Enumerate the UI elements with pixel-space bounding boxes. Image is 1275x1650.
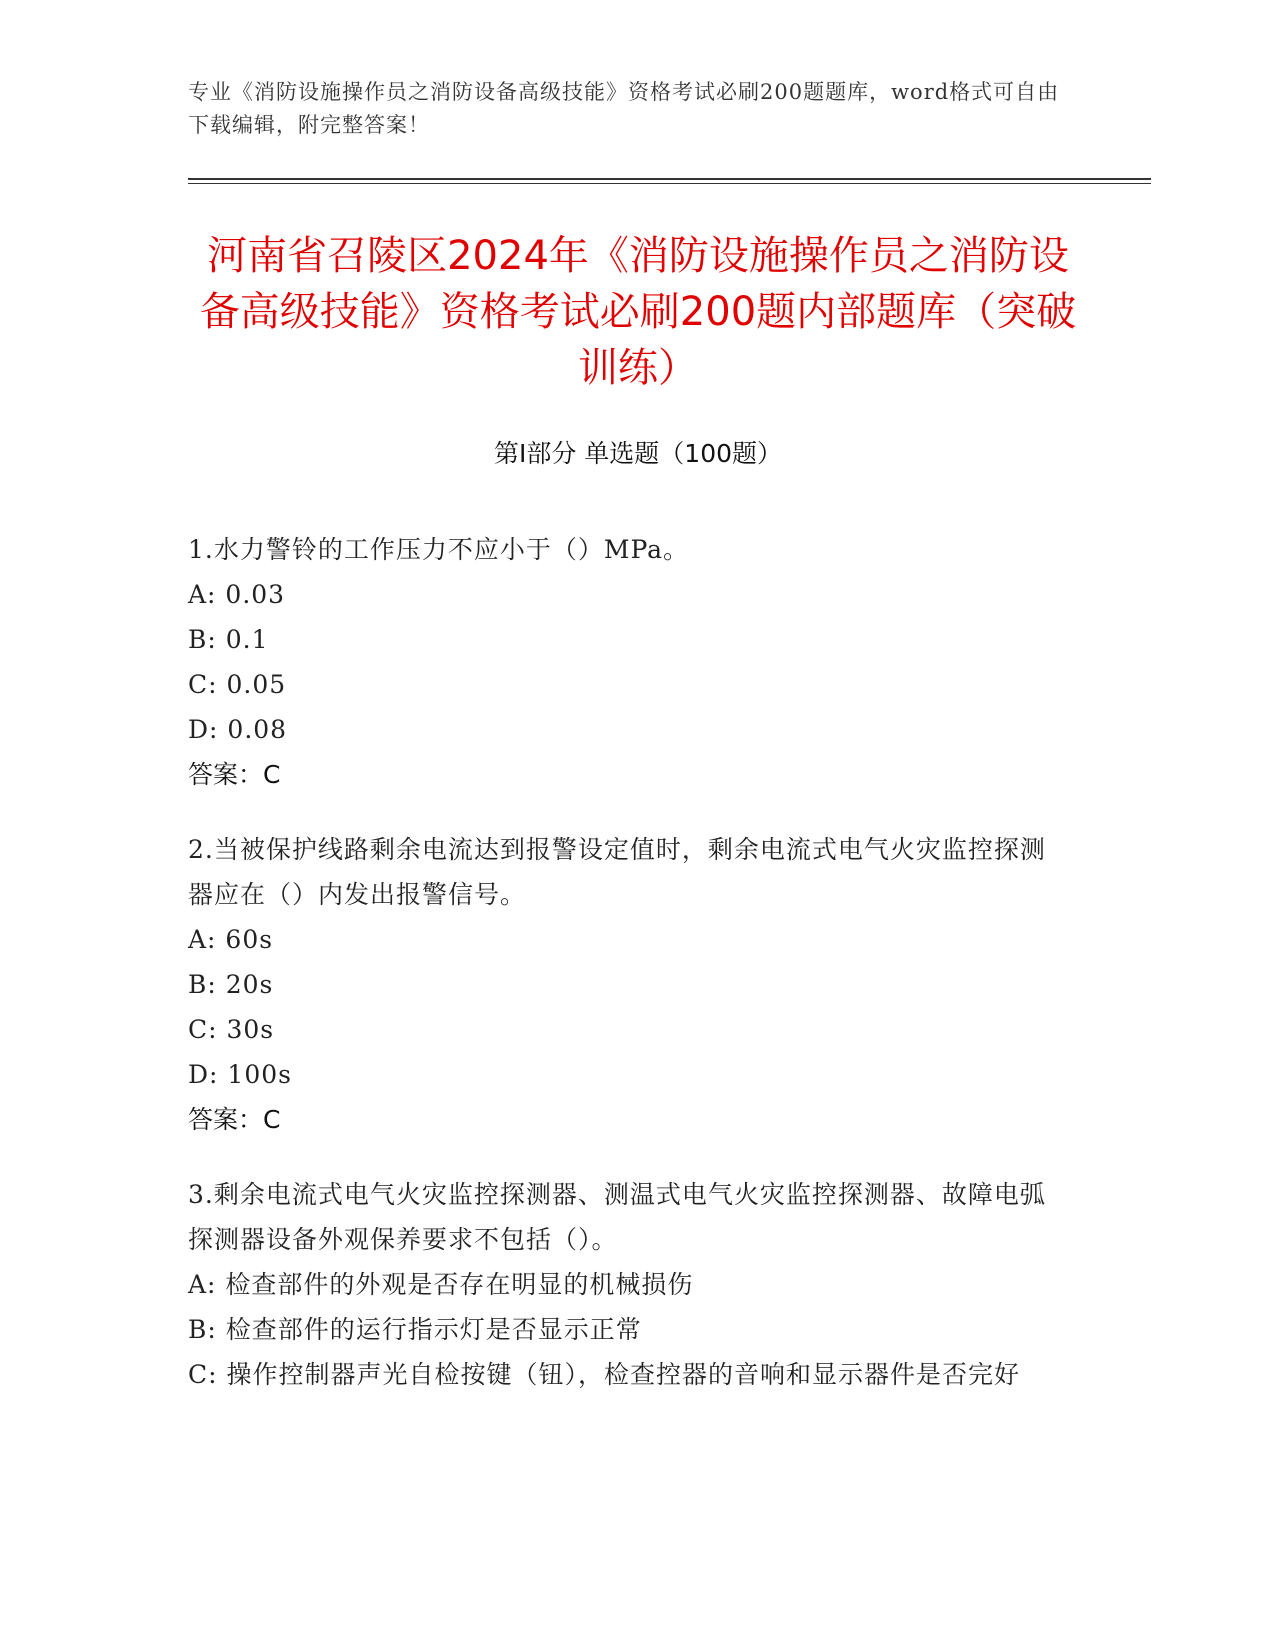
document-title: 河南省召陵区2024年《消防设施操作员之消防设备高级技能》资格考试必刷200题内部题库（突破训练）: [199, 233, 1077, 391]
question-stem: 2.当被保护线路剩余电流达到报警设定值时，剩余电流式电气火灾监控探测器应在（）内发出报警信号。: [188, 835, 1046, 909]
section-title: 第I部分 单选题（100题）: [493, 439, 783, 468]
option-d: D: 0.08: [188, 715, 288, 744]
option-a: A: 60s: [188, 925, 274, 954]
option-b: B: 检查部件的运行指示灯是否显示正常: [188, 1315, 642, 1344]
option-a: A: 0.03: [188, 580, 286, 609]
question-stem: 3.剩余电流式电气火灾监控探测器、测温式电气火灾监控探测器、故障电弧探测器设备外观保养要求不包括（）。: [188, 1180, 1046, 1254]
question-stem: 1.水力警铃的工作压力不应小于（）MPa。: [188, 535, 690, 564]
option-a: A: 检查部件的外观是否存在明显的机械损伤: [188, 1270, 694, 1299]
option-c: C: 操作控制器声光自检按键（钮），检查控器的音响和显示器件是否完好: [188, 1360, 1021, 1389]
option-b: B: 20s: [188, 970, 274, 999]
option-c: C: 30s: [188, 1015, 275, 1044]
question-3: [188, 1172, 1068, 1397]
answer: 答案：C: [188, 1105, 281, 1134]
option-c: C: 0.05: [188, 670, 287, 699]
option-b: B: 0.1: [188, 625, 269, 654]
answer: 答案：C: [188, 760, 281, 789]
question-2: [188, 827, 1068, 1142]
header-divider-thick: [188, 178, 1151, 180]
option-d: D: 100s: [188, 1060, 292, 1089]
header-note: 专业《消防设施操作员之消防设备高级技能》资格考试必刷200题题库，word格式可自由下载编辑，附完整答案！: [188, 80, 1060, 137]
header-divider-thin: [188, 183, 1151, 184]
question-1: [188, 527, 1068, 797]
question-list: [188, 527, 1068, 1427]
